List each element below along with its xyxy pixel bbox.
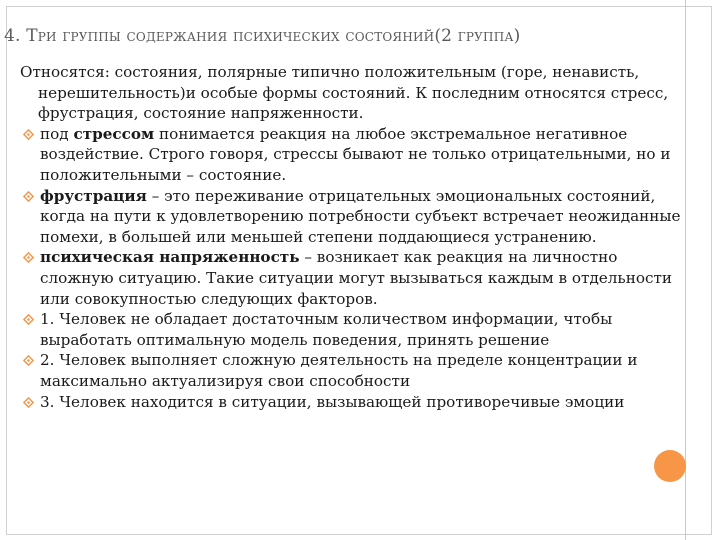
list-item	[20, 124, 688, 186]
title-text: Три группы содержания психических состояний(2 группа)	[26, 26, 521, 46]
orange-circle-icon	[654, 450, 686, 482]
diamond-bullet-icon	[23, 191, 34, 202]
diamond-bullet-icon	[23, 397, 34, 408]
item-bold-term: психическая напряженность	[40, 248, 300, 267]
item-bold-term: фрустрация	[40, 186, 147, 205]
diamond-bullet-icon	[23, 355, 34, 366]
slide-body	[20, 62, 688, 412]
diamond-bullet-icon	[23, 129, 34, 140]
slide-title	[4, 26, 644, 46]
title-number: 4.	[4, 26, 21, 46]
item-bold-term: стрессом	[73, 124, 155, 143]
intro-paragraph: Относятся: состояния, полярные типично положительным (горе, ненависть, нерешительность)и особые формы состояний. К последним относятся стресс, фрустрация, состояние напряженности.	[20, 63, 669, 123]
diamond-bullet-icon	[23, 314, 34, 325]
bullet-list	[20, 124, 688, 412]
list-item	[20, 247, 688, 309]
item-text: понимается реакция на любое экстремальное негативное воздействие. Строго говоря, стрессы бывают не только отрицательными, но и положительными – состояние.	[40, 124, 671, 184]
item-text: 3. Человек находится в ситуации, вызывающей противоречивые эмоции	[40, 392, 625, 411]
list-item	[20, 350, 688, 391]
item-text: – это переживание отрицательных эмоциональных состояний, когда на пути к удовлетворению потребности субъект встречает неожиданные помехи, в большей или меньшей степени поддающиеся устранению.	[40, 186, 681, 246]
item-text: – возникает как реакция на личностно сложную ситуацию. Такие ситуации могут вызываться каждым в отдельности или совокупностью следующих факторов.	[40, 248, 672, 308]
list-item	[20, 186, 688, 248]
item-text: 2. Человек выполняет сложную деятельность на пределе концентрации и максимально актуализируя свои способности	[40, 351, 638, 390]
diamond-bullet-icon	[23, 252, 34, 263]
item-pre: под	[40, 124, 74, 143]
list-item	[20, 392, 688, 413]
item-text: 1. Человек не обладает достаточным количеством информации, чтобы выработать оптимальную модель поведения, принять решение	[40, 310, 613, 349]
list-item	[20, 309, 688, 350]
